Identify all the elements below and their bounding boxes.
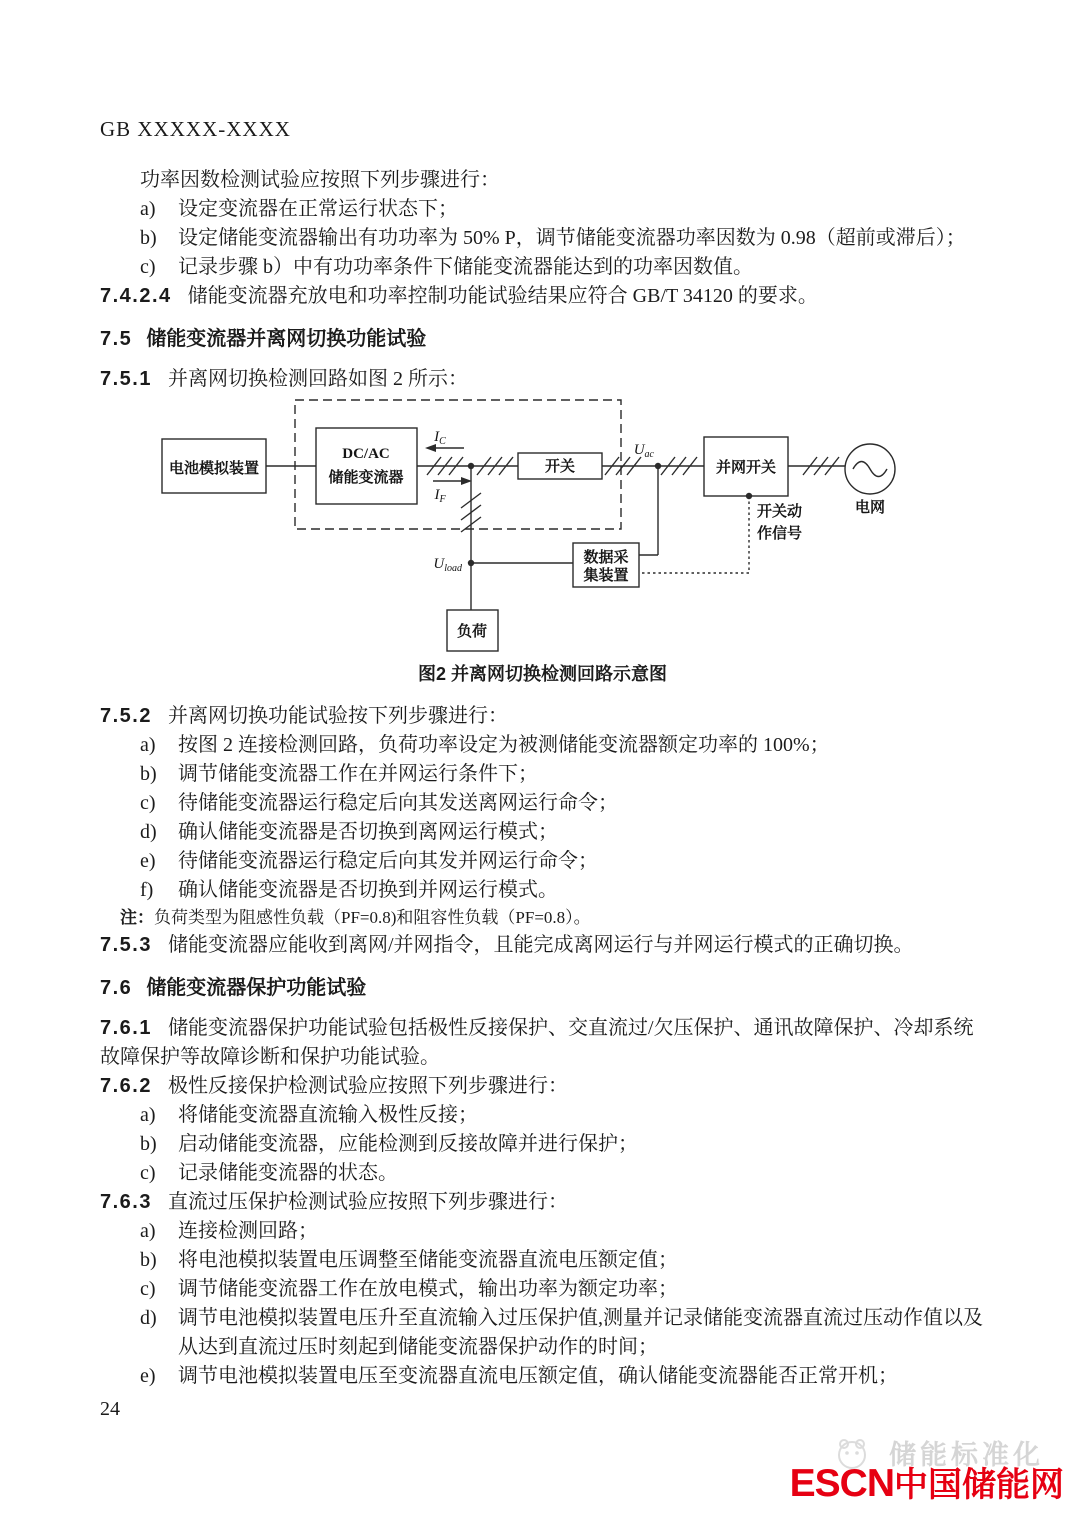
list-marker: b) bbox=[140, 1249, 157, 1271]
clause-7-5-1 bbox=[100, 365, 985, 394]
current-if-label: $I_F$ bbox=[434, 487, 446, 505]
note-label: 注： bbox=[120, 908, 154, 927]
heading-7-6 bbox=[100, 973, 985, 1003]
list-item bbox=[100, 1217, 985, 1246]
clause-7-4-2-4 bbox=[100, 282, 985, 311]
list-marker: b) bbox=[140, 227, 157, 249]
heading-number: 7.5 bbox=[100, 328, 133, 350]
clause-7-5-2 bbox=[100, 702, 985, 731]
switch-signal-label-line1: 开关动 bbox=[757, 504, 803, 520]
list-text: 调节储能变流器工作在并网运行条件下； bbox=[178, 763, 538, 785]
switch-label: 开关 bbox=[544, 459, 576, 475]
daq-label-line1: 数据采 bbox=[583, 550, 629, 566]
clause-number: 7.5.3 bbox=[100, 934, 152, 956]
list-item bbox=[100, 224, 985, 253]
clause-text: 并离网切换检测回路如图 2 所示： bbox=[167, 368, 468, 390]
clause-7-5-3 bbox=[100, 931, 985, 960]
list-marker: a) bbox=[140, 198, 156, 220]
list-marker: f) bbox=[140, 879, 154, 901]
list-marker: b) bbox=[140, 1133, 157, 1155]
list-text: 连接检测回路； bbox=[178, 1220, 318, 1242]
list-marker: a) bbox=[140, 734, 156, 756]
list-text: 调节电池模拟装置电压升至直流输入过压保护值,测量并记录储能变流器直流过压动作值以及从达到直流过压时刻起到储能变流器保护动作的时间； bbox=[178, 1307, 983, 1358]
list-item bbox=[100, 818, 985, 847]
list-marker: c) bbox=[140, 1162, 156, 1184]
list-marker: c) bbox=[140, 1278, 156, 1300]
list-marker: d) bbox=[140, 821, 157, 843]
list-text: 确认储能变流器是否切换到离网运行模式； bbox=[178, 821, 558, 843]
list-text: 启动储能变流器，应能检测到反接故障并进行保护； bbox=[178, 1133, 638, 1155]
clause-text: 极性反接保护检测试验应按照下列步骤进行： bbox=[167, 1075, 568, 1097]
list-marker: b) bbox=[140, 763, 157, 785]
list-item bbox=[100, 1275, 985, 1304]
clause-text: 并离网切换功能试验按下列步骤进行： bbox=[167, 705, 508, 727]
list-text: 调节电池模拟装置电压至变流器直流电压额定值，确认储能变流器能否正常开机； bbox=[178, 1365, 898, 1387]
escn-logo-cn: 中国储能网 bbox=[894, 1466, 1064, 1504]
list-text: 设定变流器在正常运行状态下； bbox=[178, 198, 458, 220]
clause-7-6-2 bbox=[100, 1072, 985, 1101]
current-arrow-if bbox=[433, 477, 472, 485]
list-text: 将电池模拟装置电压调整至储能变流器直流电压额定值； bbox=[178, 1249, 678, 1271]
clause-7-6-1 bbox=[100, 1014, 985, 1072]
clause-number: 7.5.1 bbox=[100, 368, 152, 390]
list-item bbox=[100, 847, 985, 876]
clause-number: 7.6.1 bbox=[100, 1017, 152, 1039]
clause-text: 直流过压保护检测试验应按照下列步骤进行： bbox=[167, 1191, 568, 1213]
list-text: 将储能变流器直流输入极性反接； bbox=[178, 1104, 478, 1126]
list-item bbox=[100, 1101, 985, 1130]
list-text: 记录储能变流器的状态。 bbox=[178, 1162, 398, 1184]
list-text: 待储能变流器运行稳定后向其发并网运行命令； bbox=[178, 850, 598, 872]
list-text: 按图 2 连接检测回路，负荷功率设定为被测储能变流器额定功率的 100%； bbox=[178, 734, 830, 756]
clause-text: 储能变流器应能收到离网/并网指令，且能完成离网运行与并网运行模式的正确切换。 bbox=[167, 934, 914, 956]
clause-7-6-3 bbox=[100, 1188, 985, 1217]
list-item bbox=[100, 876, 985, 905]
list-item bbox=[100, 1304, 985, 1362]
heading-text: 储能变流器并离网切换功能试验 bbox=[146, 328, 427, 350]
clause-number: 7.4.2.4 bbox=[100, 285, 172, 307]
escn-logo bbox=[790, 1457, 1064, 1506]
list-item bbox=[100, 195, 985, 224]
switch-signal-label-line2: 作信号 bbox=[757, 526, 803, 542]
figure-caption: 图2 并离网切换检测回路示意图 bbox=[417, 664, 667, 684]
heading-7-5 bbox=[100, 324, 985, 354]
document-content bbox=[100, 116, 985, 1423]
heading-text: 储能变流器保护功能试验 bbox=[146, 977, 367, 999]
list-item bbox=[100, 731, 985, 760]
list-item bbox=[100, 1362, 985, 1391]
converter-box bbox=[316, 428, 417, 504]
clause-number: 7.6.2 bbox=[100, 1075, 152, 1097]
voltage-uload-label: $U_{load}$ bbox=[433, 556, 462, 574]
standard-number: GB XXXXX-XXXX bbox=[100, 117, 291, 141]
list-marker: a) bbox=[140, 1220, 156, 1242]
page-number: 24 bbox=[100, 1398, 120, 1420]
list-item bbox=[100, 1130, 985, 1159]
list-marker: e) bbox=[140, 1365, 156, 1387]
battery-simulator-label: 电池模拟装置 bbox=[168, 461, 260, 477]
list-item bbox=[100, 760, 985, 789]
circuit-diagram-svg bbox=[130, 396, 960, 658]
clause-text: 储能变流器充放电和功率控制功能试验结果应符合 GB/T 34120 的要求。 bbox=[187, 285, 818, 307]
junction-dot bbox=[655, 463, 661, 469]
converter-label-line1: DC/AC bbox=[342, 446, 390, 462]
note-text: 负荷类型为阻感性负载（PF=0.8)和阻容性负载（PF=0.8）。 bbox=[154, 908, 591, 927]
junction-dot bbox=[468, 560, 474, 566]
list-item bbox=[100, 1246, 985, 1275]
figure-2-circuit-diagram bbox=[100, 394, 985, 658]
junction-dot bbox=[746, 493, 752, 499]
list-text: 记录步骤 b）中有功功率条件下储能变流器能达到的功率因数值。 bbox=[178, 256, 753, 278]
list-text: 待储能变流器运行稳定后向其发送离网运行命令； bbox=[178, 792, 618, 814]
list-text: 设定储能变流器输出有功功率为 50% P，调节储能变流器功率因数为 0.98（超前或滞后）； bbox=[178, 227, 966, 249]
clause-number: 7.5.2 bbox=[100, 705, 152, 727]
clause-number: 7.6.3 bbox=[100, 1191, 152, 1213]
list-marker: c) bbox=[140, 792, 156, 814]
list-marker: e) bbox=[140, 850, 156, 872]
escn-logo-en: ESCN bbox=[789, 1462, 894, 1505]
list-item bbox=[100, 253, 985, 282]
clause-text: 储能变流器保护功能试验包括极性反接保护、交直流过/欠压保护、通讯故障保护、冷却系统故障保护等故障诊断和保护功能试验。 bbox=[100, 1017, 974, 1068]
converter-label-line2: 储能变流器 bbox=[328, 470, 404, 486]
grid-label: 电网 bbox=[854, 500, 886, 516]
load-label: 负荷 bbox=[456, 624, 488, 640]
current-ic-label: $I_C$ bbox=[434, 429, 446, 447]
list-item bbox=[100, 1159, 985, 1188]
list-item bbox=[100, 789, 985, 818]
list-text: 调节储能变流器工作在放电模式，输出功率为额定功率； bbox=[178, 1278, 678, 1300]
voltage-uac-label: $U_{ac}$ bbox=[633, 442, 654, 460]
note-line bbox=[100, 905, 985, 931]
list-marker: d) bbox=[140, 1307, 157, 1329]
heading-number: 7.6 bbox=[100, 977, 133, 999]
daq-label-line2: 集装置 bbox=[583, 568, 629, 584]
list-marker: a) bbox=[140, 1104, 156, 1126]
list-marker: c) bbox=[140, 256, 156, 278]
list-text: 确认储能变流器是否切换到并网运行模式。 bbox=[178, 879, 558, 901]
grid-switch-label: 并网开关 bbox=[715, 460, 777, 476]
watermark-text: 储能标准化 bbox=[889, 1440, 1044, 1470]
intro-paragraph: 功率因数检测试验应按照下列步骤进行： bbox=[140, 169, 500, 191]
junction-dot bbox=[468, 463, 474, 469]
